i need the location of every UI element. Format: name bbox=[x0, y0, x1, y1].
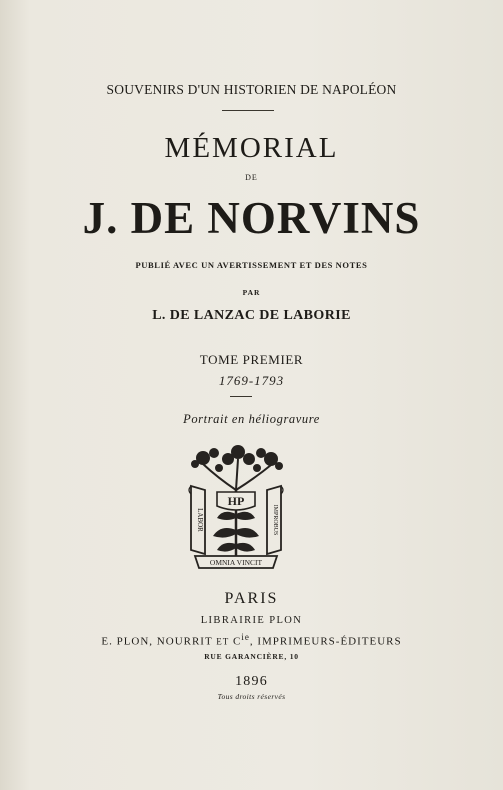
author-name: J. DE NORVINS bbox=[82, 193, 421, 243]
publisher-name: LIBRAIRIE PLON bbox=[200, 615, 303, 626]
printer-cie-sup: ie bbox=[241, 632, 250, 642]
illustration-note: Portrait en héliogravure bbox=[183, 412, 320, 426]
printer-role: , IMPRIMEURS-ÉDITEURS bbox=[249, 635, 402, 648]
emblem-motto: OMNIA VINCIT bbox=[209, 558, 263, 567]
series-title: SOUVENIRS D'UN HISTORIEN DE NAPOLÉON bbox=[106, 82, 397, 97]
publisher-emblem-icon bbox=[183, 444, 289, 570]
printer-cie: C bbox=[233, 635, 242, 648]
rights-notice: Tous droits réservés bbox=[217, 692, 286, 701]
emblem-monogram: HP bbox=[227, 494, 245, 508]
printer-name: E. PLON, NOURRIT bbox=[101, 635, 213, 648]
volume-years: 1769-1793 bbox=[218, 373, 285, 388]
divider-rule-small bbox=[230, 396, 252, 397]
printer-line bbox=[0, 632, 503, 648]
editor-name: L. DE LANZAC DE LABORIE bbox=[152, 308, 351, 323]
divider-rule bbox=[222, 110, 274, 111]
street-address: RUE GARANCIÈRE, 10 bbox=[204, 652, 299, 661]
publication-note: PUBLIÉ AVEC UN AVERTISSEMENT ET DES NOTES bbox=[135, 260, 368, 270]
volume-label: TOME PREMIER bbox=[199, 352, 304, 367]
publication-year: 1896 bbox=[235, 674, 268, 689]
main-title: MÉMORIAL bbox=[164, 132, 339, 164]
emblem-banner-left: LABOR bbox=[196, 508, 204, 532]
by-label: PAR bbox=[242, 288, 261, 297]
emblem-banner-right: IMPROBUS bbox=[272, 504, 278, 536]
title-connector: DE bbox=[245, 173, 258, 182]
city: PARIS bbox=[224, 590, 279, 607]
printer-et: ET bbox=[216, 636, 230, 647]
